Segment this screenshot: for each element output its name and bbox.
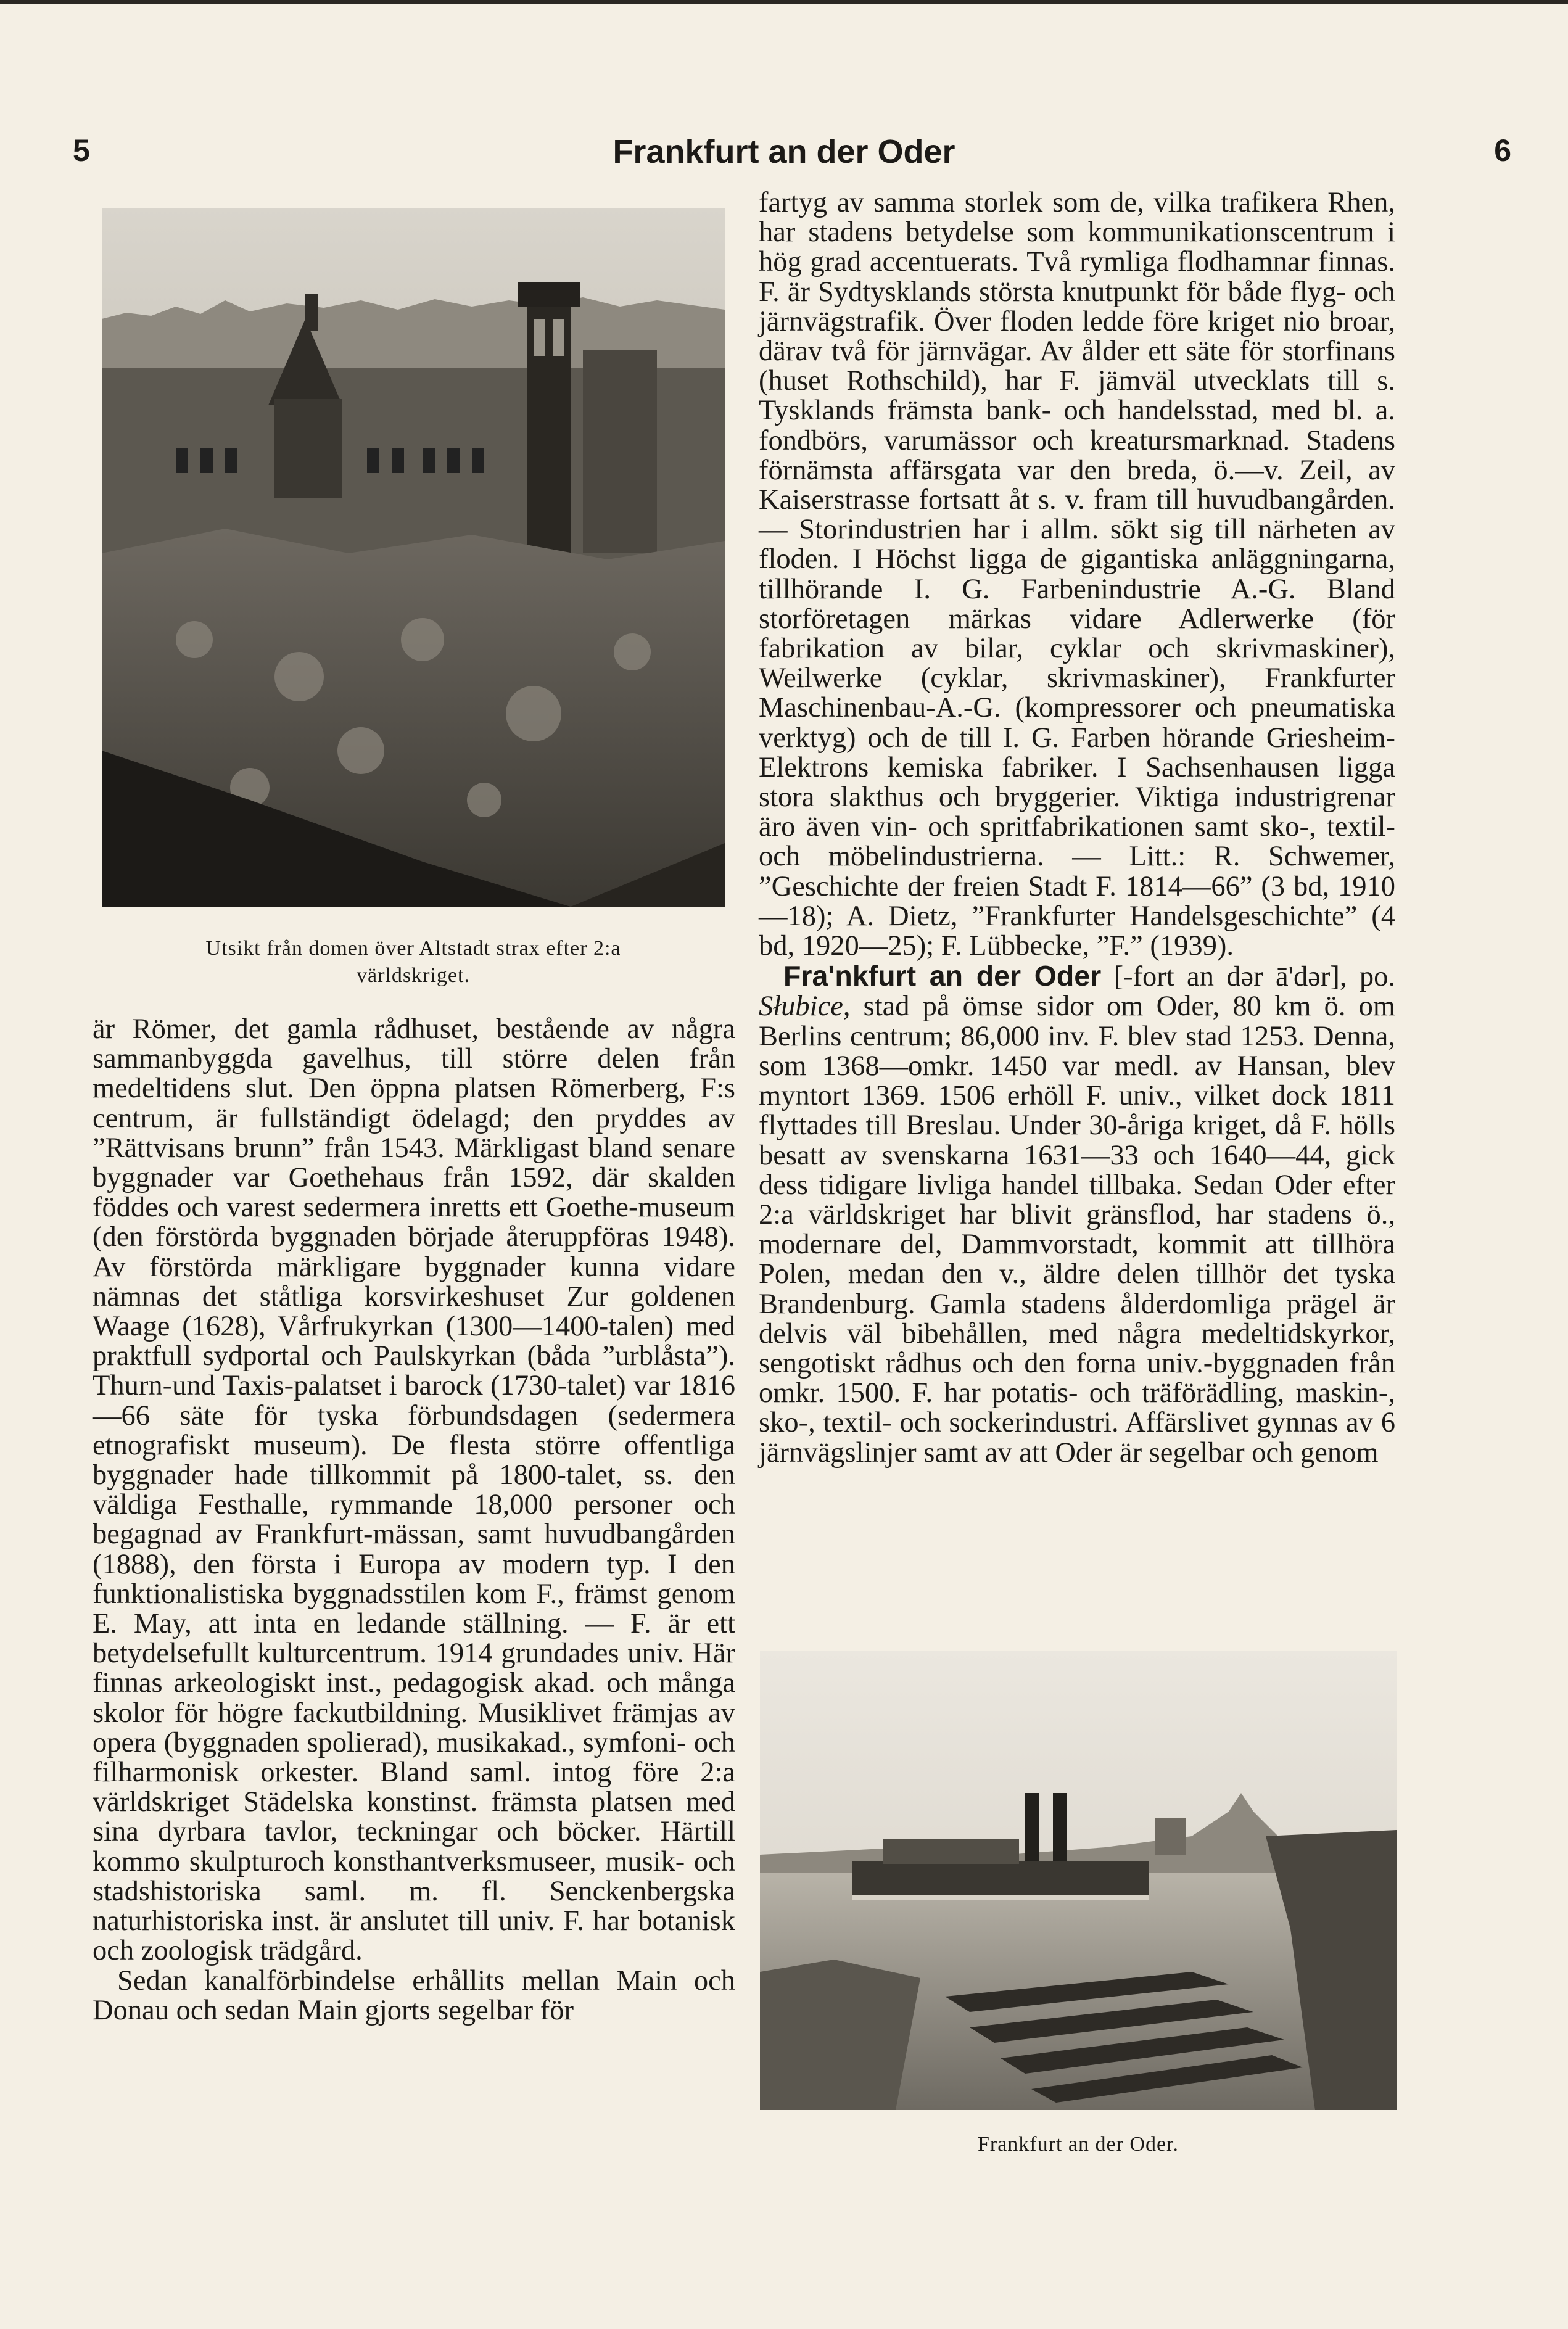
- left-paragraph-2: Sedan kanalförbindelse erhållits mellan Main och Donau och sedan Main gjorts segelbar för: [93, 1964, 735, 2026]
- left-page-number: 5: [73, 133, 90, 168]
- entry-body: , stad på ömse sidor om Oder, 80 km ö. om Berlins centrum; 86,000 inv. F. blev stad 1253. Denna, som 1368—omkr. 1450 var medl. av Hansan, blev myntort 1369. 1506 erhöll F. univ., vilket dock 1811 flyttades till Breslau. Under 30-åriga kriget, då F. hölls besatt av svenskarna 1631—33 och 1640—44, gick dess tidigare livliga handel tillbaka. Sedan Oder efter 2:a världskriget har blivit gränsflod, har stadens ö., modernare del, Dammvorstadt, kommit att tillhöra Polen, medan den v., äldre delen tillhör det tyska Brandenburg. Gamla stadens ålderdomliga prägel är delvis väl bibehållen, med några medeltidskyrkor, sengotiskt rådhus och den forna univ.-byggnaden från omkr. 1500. F. har potatis- och träförädling, maskin-, sko-, textil- och sockerindustri. Affärslivet gynnas av 6 järnvägslinjer samt av att Oder är segelbar och genom: [759, 991, 1395, 1469]
- entry-po: po.: [1359, 961, 1395, 993]
- photo-ruined-city: [102, 208, 725, 907]
- left-paragraph-1: är Römer, det gamla rådhuset, bestående av några sammanbyggda gavelhus, till större delen från medeltidens slut. Den öppna platsen Römerberg, F:s centrum, är fullständigt ödelagd; den pryddes av ”Rättvisans brunn” från 1543. Märkligast bland senare byggnader var Goethehaus från 1592, där skalden föddes och varest sedermera inretts ett Goethe-museum (den förstörda byggnaden började återuppföras 1948). Av förstörda märkligare byggnader kunna vidare nämnas det ståtliga korsvirkeshuset Zur goldenen Waage (1628), Vårfrukyrkan (1300—1400-talen) med praktfull sydportal och Paulskyrkan (båda ”urblåsta”). Thurn-und Taxis-palatset i barock (1730-talet) var 1816—66 säte för tyska förbundsdagen (sedermera etnografiskt museum). De flesta större offentliga byggnader hade tillkommit på 1800-talet, ss. den väldiga Festhalle, rymmande 18,000 personer och begagnad av Frankfurt-mässan, samt huvudbangården (1888), den första i Europa av modern typ. I den funktionalistiska byggnadsstilen kom F., främst genom E. May, att inta en ledande ställning. — F. är ett betydelsefullt kulturcentrum. 1914 grundades univ. Här finnas arkeologiskt inst., pedagogisk akad. och många skolor för högre fackutbildning. Musiklivet främjas av opera (byggnaden spolierad), musikakad., symfoni- och filharmonisk orkester. Bland saml. intog före 2:a världskriget Städelska konstinst. främsta platsen med sina dyrbara tavlor, teckningar och böcker. Härtill kommo skulpturoch konsthantverksmuseer, musik- och stadshistoriska saml. m. fl. Senckenbergska naturhistoriska inst. är anslutet till univ. F. har botanisk och zoologisk trädgård.: [93, 1013, 735, 1967]
- entry-alt-name: Słubice: [759, 991, 843, 1023]
- right-page-number: 6: [1494, 133, 1511, 168]
- entry-headword: Fra'nkfurt an der Oder: [783, 960, 1102, 992]
- top-edge-rule: [0, 0, 1568, 4]
- right-text-column: [759, 188, 1395, 1468]
- running-title: Frankfurt an der Oder: [613, 133, 955, 170]
- caption-line-2: världskriget.: [357, 964, 470, 987]
- running-header: [0, 133, 1568, 176]
- caption-line-1: Utsikt från domen över Altstadt strax efter 2:a: [205, 937, 621, 960]
- bottom-photo-caption: Frankfurt an der Oder.: [977, 2133, 1179, 2156]
- entry-pronunciation: [-fort an dər ā'dər],: [1101, 961, 1360, 993]
- top-photo-caption: [102, 935, 725, 989]
- entry-frankfurt-oder: [759, 961, 1395, 1467]
- left-text-column: [93, 1015, 735, 2026]
- photo-river-boats: [760, 1651, 1397, 2110]
- right-paragraph-1: fartyg av samma storlek som de, vilka trafikera Rhen, har stadens betydelse som kommunikationscentrum i hög grad accentuerats. Två rymliga flodhamnar finnas. F. är Sydtysklands största knutpunkt för både flyg- och järnvägstrafik. Över floden ledde före kriget nio broar, därav två för järnvägar. Av ålder ett säte för storfinans (huset Rothschild), har F. jämväl utvecklats till s. Tysklands främsta bank- och handelsstad, med bl. a. fondbörs, varumässor och kreatursmarknad. Stadens förnämsta affärsgata var den breda, ö.—v. Zeil, av Kaiserstrasse fortsatt åt s. v. fram till huvudbangården. — Storindustrien har i allm. sökt sig till närheten av floden. I Höchst ligga de gigantiska anläggningarna, tillhörande I. G. Farbenindustrie A.-G. Bland storföretagen märkas vidare Adlerwerke (för fabrikation av bilar, cyklar och skrivmaskiner), Weilwerke (cyklar, skrivmaskiner), Frankfurter Maschinenbau-A.-G. (kompressorer och pneumatiska verktyg) och de till I. G. Farben hörande Griesheim-Elektrons kemiska fabriker. I Sachsenhausen ligga stora slakthus och bryggerier. Viktiga industrigrenar äro även vin- och spritfabrikationen samt sko-, textil- och möbelindustrierna. — Litt.: R. Schwemer, ”Geschichte der freien Stadt F. 1814—66” (3 bd, 1910—18); A. Dietz, ”Frankfurter Handelsgeschichte” (4 bd, 1920—25); F. Lübbecke, ”F.” (1939).: [759, 187, 1395, 962]
